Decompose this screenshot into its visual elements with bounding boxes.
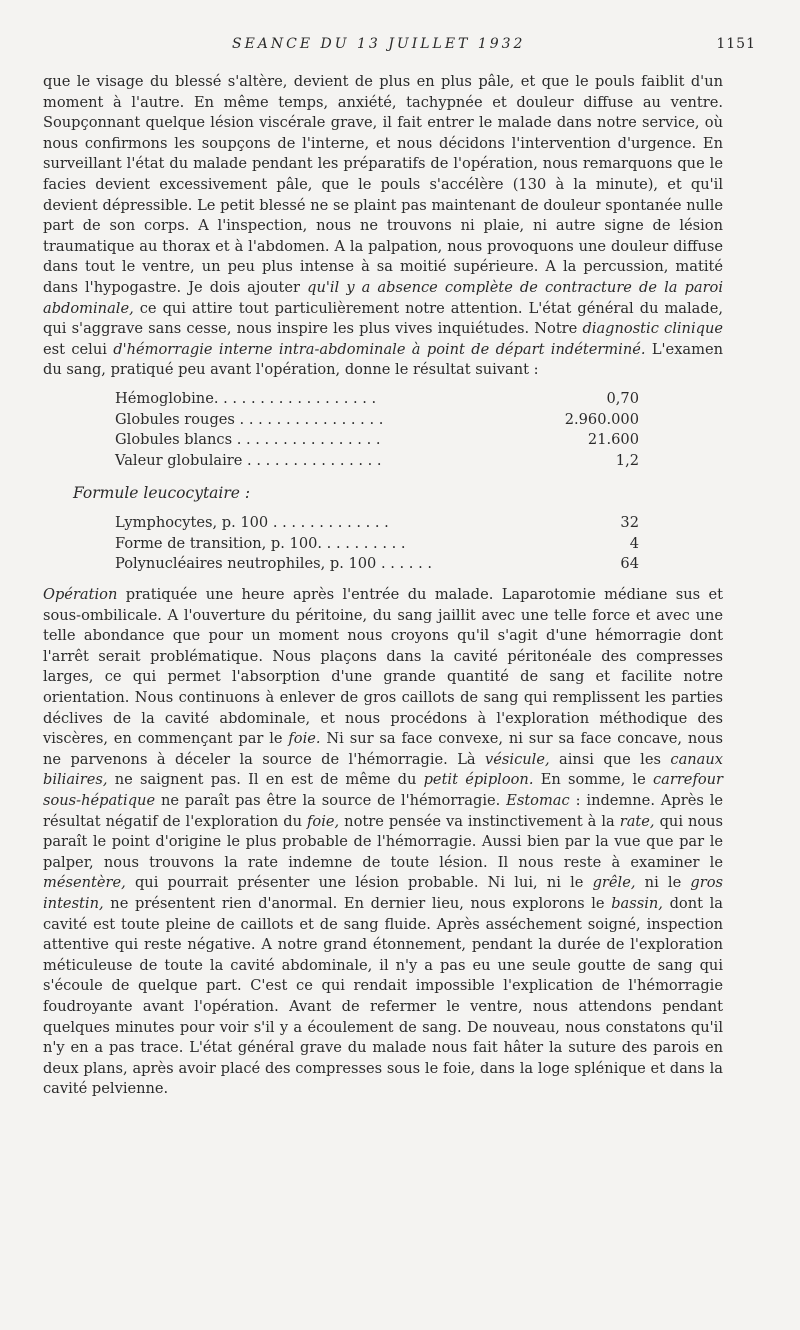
row-value: 32 — [620, 514, 639, 532]
p2-emphasis: Estomac — [506, 792, 570, 809]
table-row — [43, 554, 723, 575]
para1-text-c: est celui — [43, 340, 107, 358]
p2-emphasis: mésentère, — [43, 874, 126, 892]
p2-text: pratiquée une heure après l'entrée du malade. Laparotomie médiane sus et sous-ombilicale. A l'ouverture du péritoine, du sang jaillit avec une telle force et avec une telle abondance que pour un moment nous croyons qu'il s'agit d'une hémorragie dont l'arrêt serait problématique. Nous plaçons dans la cavité péritonéale des compresses larges, ce qui permet l'absorption d'une grande quantité de sang et facilite notre orientation. Nous continuons à enlever de gros caillots de sang qui remplissent les parties déclives de la cavité abdominale, et nous procédons à l'exploration méthodique des viscères, en commençant par le — [43, 586, 723, 748]
p2-text: notre pensée va instinctivement à la — [344, 812, 615, 830]
p2-emphasis: vésicule, — [485, 750, 550, 768]
operation-label: Opération — [43, 586, 118, 604]
table-row — [43, 430, 723, 451]
p2-text: Ni sur sa face convexe, ni sur sa face concave, nous ne parvenons à déceler la source de l'hémorragie. Là — [43, 730, 723, 768]
p2-text: ainsi que les — [559, 750, 661, 768]
header-title: SEANCE DU 13 JUILLET 1932 — [232, 36, 526, 52]
row-label: Hémoglobine. . . . . . . . . . . . . . . . . . — [115, 389, 377, 407]
para1-text-d: L'examen du sang, pratiqué peu avant l'opération, donne le résultat suivant : — [43, 340, 724, 379]
p2-emphasis: foie, — [307, 812, 340, 830]
table-row — [43, 410, 723, 431]
p2-emphasis: gros intestin, — [43, 874, 724, 912]
row-label: Polynucléaires neutrophiles, p. 100 . . . . . . — [115, 555, 432, 573]
row-value: 64 — [620, 555, 639, 573]
p2-text: dont la cavité est toute pleine de caillots et de sang fluide. Après asséchement soigné, inspection attentive qui reste négative. A notre grand étonnement, pendant la durée de l'exploration méticuleuse de toute la cavité abdominale, il n'y a pas eu une seule goutte de sang qui s'écoule de quelque part. C'est ce qui rendait impossible l'explication de l'hémorragie foudroyante avant l'opération. Avant de refermer le ventre, nous attendons pendant quelques minutes pour voir s'il y a écoulement de sang. De nouveau, nous constatons qu'il n'y en a pas trace. L'état général grave du malade nous fait hâter la suture des parois en deux plans, après avoir placé des compresses sous le foie, dans la loge splénique et dans la cavité pelvienne. — [43, 894, 724, 1098]
paragraph-clinical-case — [43, 72, 723, 381]
p2-emphasis: foie. — [288, 730, 321, 748]
p2-emphasis: petit épiploon. — [423, 771, 534, 789]
para1-emphasis-contracture: qu'il y a absence complète de contracture de la paroi abdominale, — [43, 278, 724, 317]
table-row — [43, 534, 723, 555]
row-value: 4 — [629, 534, 639, 552]
blood-exam-table — [43, 389, 723, 471]
p2-text: qui pourrait présenter une lésion probable. Ni lui, ni le — [134, 874, 584, 892]
row-label: Globules blancs . . . . . . . . . . . . . . . . — [115, 431, 381, 449]
para1-emphasis-hemorrhage: d'hémorragie interne intra-abdominale à point de départ indéterminé. — [113, 340, 646, 358]
row-label: Forme de transition, p. 100. . . . . . . . . . — [115, 534, 406, 552]
p2-text: ne paraît pas être la source de l'hémorragie. — [161, 792, 501, 809]
p2-emphasis: grêle, — [592, 874, 636, 892]
p2-emphasis: canaux biliaires, — [43, 750, 723, 789]
article-body — [43, 72, 723, 1100]
row-label: Valeur globulaire . . . . . . . . . . . . . . . — [115, 451, 382, 469]
row-value: 2.960.000 — [564, 410, 639, 428]
p2-text: ne présentent rien d'anormal. En dernier lieu, nous explorons le — [110, 894, 605, 912]
para1-emphasis-diagnostic: diagnostic clinique — [582, 320, 723, 338]
p2-text: ni le — [644, 874, 682, 892]
leukocyte-formula-table — [43, 513, 723, 575]
p2-text: : indemne. Après le résultat négatif de l'exploration du — [43, 792, 724, 830]
page-number: 1151 — [716, 36, 756, 52]
table-row — [43, 389, 723, 410]
row-label: Globules rouges . . . . . . . . . . . . . . . . — [115, 410, 384, 428]
para1-text-b: ce qui attire tout particulièrement notre attention. L'état général du malade, qui s'aggrave sans cesse, nous inspire les plus vives inquiétudes. Notre — [43, 299, 723, 338]
p2-emphasis: carrefour sous-hépatique — [43, 771, 724, 809]
p2-emphasis: rate, — [619, 812, 655, 830]
table-row — [43, 513, 723, 534]
p2-text: qui nous paraît le point d'origine le plus probable de l'hémorragie. Aussi bien par la vue que par le palper, nous trouvons la rate indemne de toute lésion. Il nous reste à examiner le — [43, 812, 724, 871]
running-header — [0, 36, 800, 58]
p2-text: En somme, le — [540, 771, 646, 789]
row-label: Lymphocytes, p. 100 . . . . . . . . . . . . . — [115, 514, 389, 532]
row-value: 0,70 — [606, 389, 639, 407]
table-row — [43, 451, 723, 472]
p2-emphasis: bassin, — [611, 894, 663, 912]
row-value: 1,2 — [615, 451, 639, 469]
p2-text: ne saignent pas. Il en est de même du — [114, 771, 417, 789]
row-value: 21.600 — [587, 431, 639, 449]
para1-text: que le visage du blessé s'altère, devient de plus en plus pâle, et que le pouls faiblit d'un moment à l'autre. En même temps, anxiété, tachypnée et douleur diffuse au ventre. Soupçonnant quelque lésion viscérale grave, il fait entrer le malade dans notre service, où nous confirmons les soupçons de l'interne, et nous décidons l'intervention d'urgence. En surveillant l'état du malade pendant les préparatifs de l'opération, nous remarquons que le facies devient excessivement pâle, que le pouls s'accélère (130 à la minute), et qu'il devient dépressible. Le petit blessé ne se plaint pas maintenant de douleur spontanée nulle part de son corps. A l'inspection, nous ne trouvons ni plaie, ni autre signe de lésion traumatique au thorax et à l'abdomen. A la palpation, nous provoquons une douleur diffuse dans tout le ventre, un peu plus intense à sa moitié supérieure. A la percussion, matité dans l'hypogastre. Je dois ajouter — [43, 73, 723, 296]
formula-heading: Formule leucocytaire : — [73, 484, 251, 503]
paragraph-operation — [43, 585, 723, 1100]
